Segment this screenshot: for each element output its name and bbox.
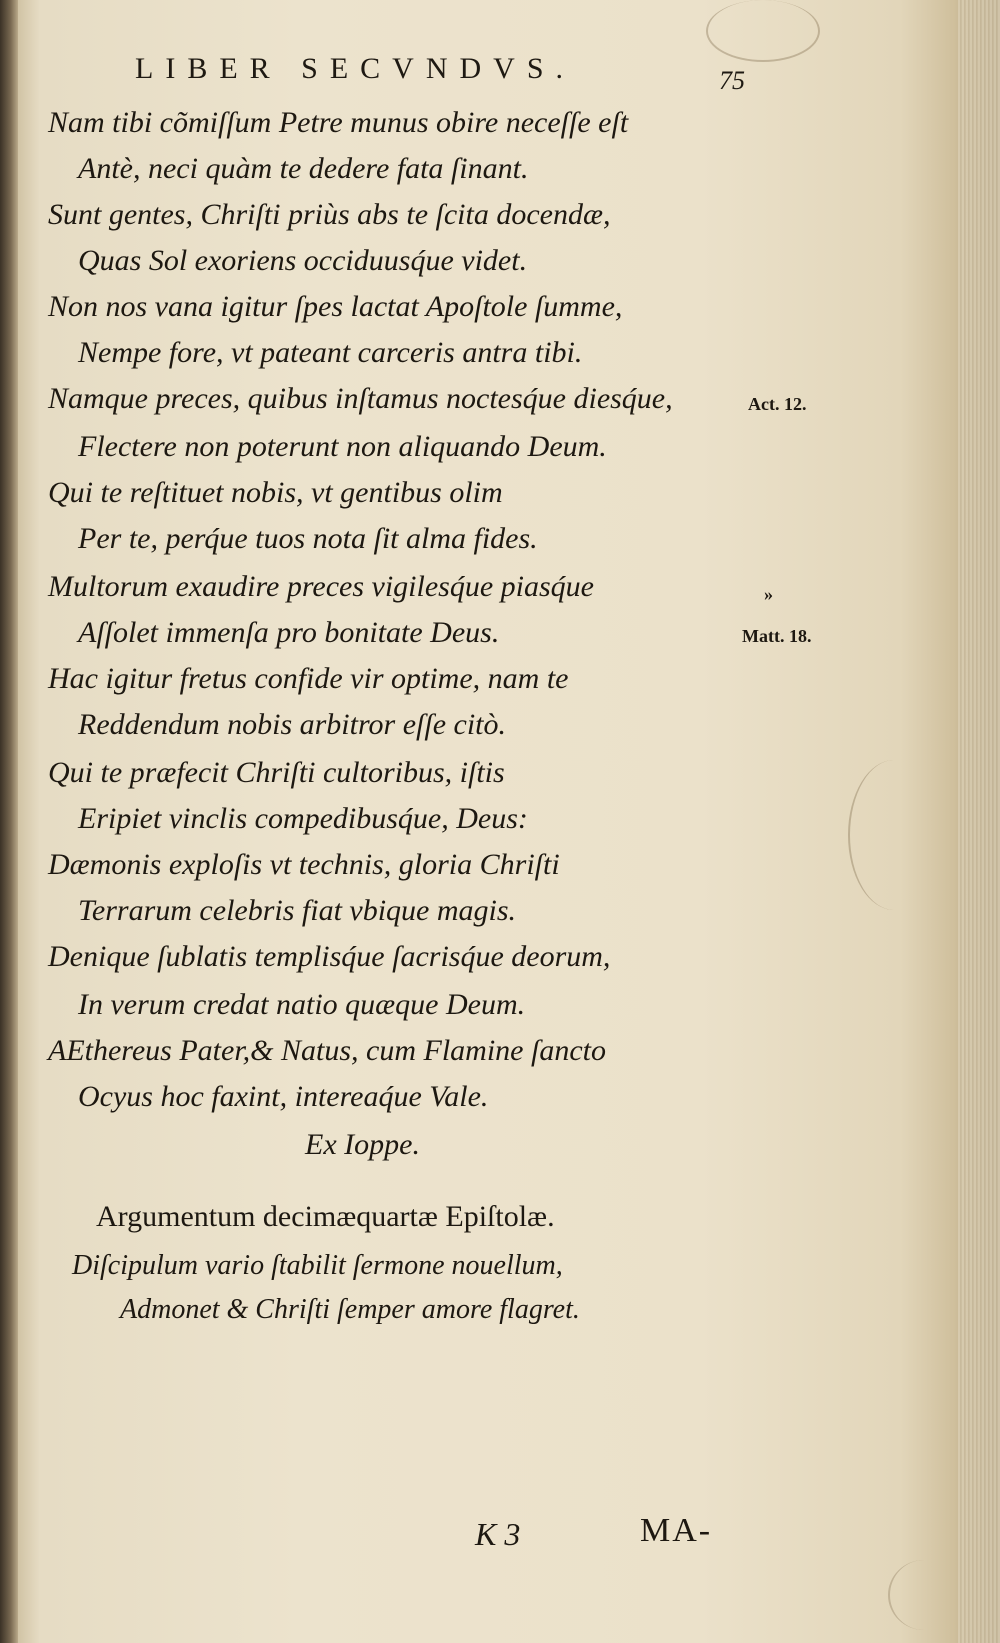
verse-line: Nam tibi cõmiſſum Petre munus obire neceſſe eſt [48,106,629,139]
verse-line: Flectere non poterunt non aliquando Deum. [78,430,607,463]
catchword: MA- [640,1512,713,1549]
signature-mark: K 3 [475,1516,521,1552]
page-fore-edge [958,0,1000,1643]
verse-line: Dæmonis exploſis vt technis, gloria Chriſti [48,848,560,881]
verse-line: Qui te præfecit Chriſti cultoribus, iſtis [48,756,505,789]
verse-line: Per te, perq́ue tuos nota ſit alma fides. [78,522,538,555]
paper-stain [848,760,940,910]
verse-line: Aſſolet immenſa pro bonitate Deus. [78,616,500,649]
running-head: LIBER SECVNDVS. [135,52,576,85]
verse-line: Non nos vana igitur ſpes lactat Apoſtole ſumme, [48,290,623,323]
verse-line: Qui te reſtituet nobis, vt gentibus olim [48,476,503,509]
verse-line: Denique ſublatis templisq́ue ſacrisq́ue deorum, [48,940,611,973]
verse-line: Sunt gentes, Chriſti priùs abs te ſcita docendæ, [48,198,611,231]
verse-line: Nempe fore, vt pateant carceris antra tibi. [78,336,583,369]
verse-line: Namque preces, quibus inſtamus noctesq́ue diesq́ue, [48,382,673,415]
verse-line: Hac igitur fretus confide vir optime, nam te [48,662,569,695]
margin-reference: Matt. 18. [742,626,812,646]
page-header [135,52,745,95]
verse-line: Ex Ioppe. [305,1128,420,1161]
margin-quote-mark: » [764,584,773,604]
verse-line: Ocyus hoc faxint, intereaq́ue Vale. [78,1080,489,1113]
argument-heading: Argumentum decimæquartæ Epiſtolæ. [96,1200,555,1233]
verse-line: AEthereus Pater,& Natus, cum Flamine ſancto [48,1034,606,1067]
verse-line: Reddendum nobis arbitror eſſe citò. [78,708,506,741]
verse-line: Antè, neci quàm te dedere fata ſinant. [78,152,529,185]
argument-verse: Diſcipulum vario ſtabilit ſermone nouellum, [72,1250,563,1281]
verse-line: Eripiet vinclis compedibusq́ue, Deus: [78,802,528,835]
verse-line: In verum credat natio quæque Deum. [78,988,526,1021]
verse-line: Quas Sol exoriens occiduusq́ue videt. [78,244,528,277]
argument-verse: Admonet & Chriſti ſemper amore flagret. [120,1294,580,1325]
binding-gutter [0,0,18,1643]
folio-number: 75 [719,66,745,95]
verse-line: Multorum exaudire preces vigilesq́ue piasq́ue [48,570,594,603]
paper-stain [888,1560,960,1630]
verse-line: Terrarum celebris fiat vbique magis. [78,894,517,927]
margin-reference: Act. 12. [748,394,807,414]
